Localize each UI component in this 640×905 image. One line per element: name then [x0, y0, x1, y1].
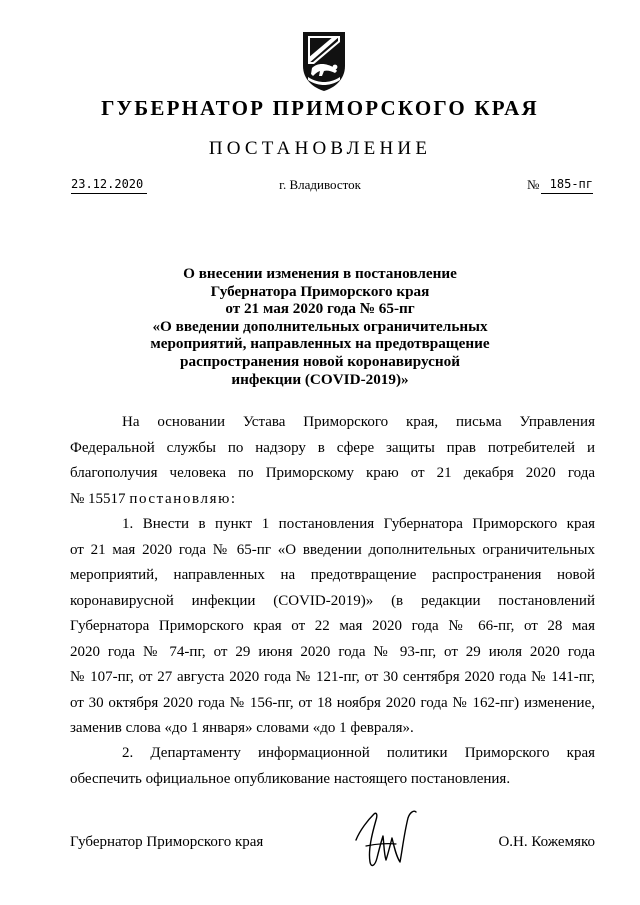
body-line: мероприятий, направленных на предотвращение распространения новой	[70, 567, 595, 583]
body-line: Федеральной службы по надзору в сфере защиты прав потребителей и	[70, 439, 595, 456]
body-line	[70, 487, 595, 513]
body-line: Губернатора Приморского края от 22 мая 2020 года № 66-пг, от 28 мая	[70, 618, 595, 634]
decree-word: постановляю:	[129, 490, 237, 507]
signatory-position: Губернатор Приморского края	[70, 834, 264, 850]
clause-1-paragraph	[70, 512, 595, 742]
body-line: благополучия человека по Приморскому краю от 21 декабря 2020 года	[70, 465, 595, 481]
subject-line: О внесении изменения в постановление	[183, 265, 457, 282]
subject-line: «О введении дополнительных ограничительных	[152, 317, 488, 335]
subject-line: распространения новой коронавирусной	[180, 352, 460, 370]
body-line: № 107-пг, от 27 августа 2020 года № 121-пг, от 30 сентября 2020 года № 141-пг,	[70, 669, 595, 685]
body-line: 1. Внести в пункт 1 постановления Губернатора Приморского края	[122, 516, 595, 532]
document-city: г. Владивосток	[279, 177, 361, 192]
subject-line: Губернатора Приморского края	[210, 282, 430, 300]
body-line: от 21 мая 2020 года № 65-пг «О введении дополнительных ограничительных	[70, 541, 595, 558]
subject-line: от 21 мая 2020 года № 65-пг	[225, 300, 415, 318]
issuing-authority: ГУБЕРНАТОР ПРИМОРСКОГО КРАЯ	[101, 96, 539, 120]
body-line: заменив слова «до 1 января» словами «до 1 февраля».	[70, 720, 414, 736]
body-line: коронавирусной инфекции (COVID-2019)» (в редакции постановлений	[70, 592, 595, 609]
document-subject	[0, 265, 640, 388]
body-line: от 30 октября 2020 года № 156-пг, от 18 ноября 2020 года № 162-пг) изменение,	[70, 694, 595, 711]
document-date: 23.12.2020	[71, 175, 147, 194]
signature-block	[0, 828, 640, 868]
document-number: 185-пг	[541, 175, 593, 194]
primorsky-krai-coat-of-arms-icon	[300, 30, 348, 92]
signatory-name: О.Н. Кожемяко	[498, 834, 595, 850]
subject-line: инфекции (COVID-2019)»	[231, 370, 409, 388]
preamble-number: № 15517	[70, 490, 130, 507]
document-meta-row	[0, 175, 640, 197]
body-line: обеспечить официальное опубликование настоящего постановления.	[70, 770, 511, 787]
body-line: 2020 года № 74-пг, от 29 июня 2020 года № 93-пг, от 29 июля 2020 года	[70, 643, 595, 660]
preamble-paragraph	[70, 410, 595, 512]
document-type: ПОСТАНОВЛЕНИЕ	[208, 138, 432, 159]
body-line: 2. Департаменту информационной политики Приморского края	[122, 745, 595, 761]
number-sign: №	[527, 177, 540, 192]
subject-line: мероприятий, направленных на предотвращение	[150, 335, 490, 353]
clause-2-paragraph	[70, 741, 595, 792]
handwritten-signature-icon	[352, 806, 422, 872]
body-line: На основании Устава Приморского края, письма Управления	[122, 414, 595, 430]
